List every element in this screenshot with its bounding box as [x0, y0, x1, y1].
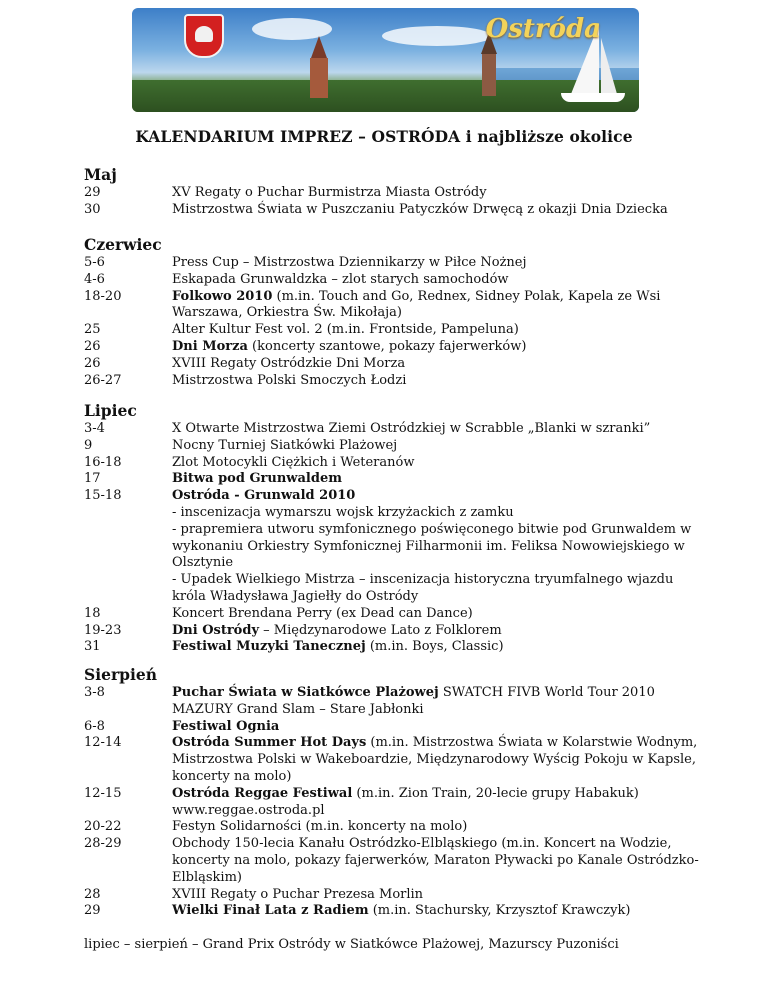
event-text: X Otwarte Mistrzostwa Ziemi Ostródzkiej w Scrabble „Blanki w szranki”: [172, 421, 651, 436]
event-date: 19-23: [84, 622, 122, 638]
event-text: Eskapada Grunwaldzka – zlot starych samochodów: [172, 271, 509, 287]
event-text: (m.in. Zion Train, 20-lecie grupy Habakuk) www.reggae.ostroda.pl: [172, 785, 639, 818]
event-description: [172, 903, 704, 920]
event-description: [172, 836, 704, 886]
event-row: [84, 735, 704, 785]
page-title: KALENDARIUM IMPREZ – OSTRÓDA i najbliższe okolice: [135, 127, 633, 146]
event-date: 6-8: [84, 718, 105, 734]
event-date: 9: [84, 437, 93, 453]
event-row: [84, 903, 704, 920]
event-date: [84, 505, 172, 522]
event-text: XVIII Regaty o Puchar Prezesa Morlin: [172, 886, 424, 902]
church-roof: [311, 36, 327, 58]
event-row: [84, 471, 704, 488]
event-name-bold: Bitwa pod Grunwaldem: [172, 471, 342, 487]
event-row: [84, 639, 704, 656]
event-row: [84, 623, 704, 640]
event-text: (m.in. Touch and Go, Rednex, Sidney Polak, Kapela ze Wsi Warszawa, Orkiestra Św. Mikołaja): [172, 288, 661, 321]
event-name-bold: Ostróda - Grunwald 2010: [172, 488, 356, 504]
event-row: [84, 505, 704, 522]
event-text: Koncert Brendana Perry (ex Dead can Dance): [172, 605, 473, 621]
event-name-bold: Wielki Finał Lata z Radiem: [172, 903, 369, 919]
event-description: [172, 322, 704, 339]
event-date: 28-29: [84, 836, 122, 852]
event-row: [84, 836, 704, 886]
month-section-maj: [84, 164, 704, 219]
event-row: [84, 786, 704, 820]
event-text: - prapremiera utworu symfonicznego poświęconego bitwie pod Grunwaldem w wykonaniu Orkiestry Symfonicznej Filharmonii im. Feliksa Nowowiejskiego w Olsztynie: [172, 521, 692, 571]
church-tower: [310, 58, 328, 98]
event-description: [172, 202, 704, 219]
event-description: [172, 373, 704, 390]
event-text: Nocny Turniej Siatkówki Plażowej: [172, 437, 398, 453]
event-date: [84, 572, 172, 606]
event-description: [172, 685, 704, 702]
event-description: [172, 522, 704, 572]
events-list: [84, 685, 704, 920]
boat-hull: [561, 93, 625, 102]
event-text: Festyn Solidarności (m.in. koncerty na molo): [172, 819, 468, 835]
event-description: [172, 639, 704, 656]
event-date: 29: [84, 185, 101, 200]
event-date: 25: [84, 322, 101, 338]
event-description: [172, 702, 704, 719]
sail-icon: [601, 38, 617, 94]
event-date: 3-8: [84, 685, 105, 700]
event-description: [172, 719, 704, 736]
event-date: 17: [84, 471, 101, 487]
event-date: 4-6: [84, 271, 105, 287]
event-row: [84, 572, 704, 606]
event-row: [84, 522, 704, 572]
month-heading: Czerwiec: [84, 235, 162, 254]
header-banner: [132, 8, 639, 112]
event-text: - inscenizacja wymarszu wojsk krzyżackich z zamku: [172, 504, 514, 520]
event-row: [84, 373, 704, 390]
event-text: (koncerty szantowe, pokazy fajerwerków): [247, 338, 527, 354]
event-description: [172, 455, 704, 472]
event-date: 20-22: [84, 819, 122, 835]
event-row: [84, 438, 704, 455]
event-description: [172, 185, 704, 202]
event-row: [84, 887, 704, 904]
event-date: 29: [84, 903, 101, 919]
event-date: 31: [84, 639, 101, 655]
event-date: 26-27: [84, 372, 122, 388]
event-row: [84, 339, 704, 356]
event-row: [84, 606, 704, 623]
event-row: [84, 322, 704, 339]
event-date: 12-14: [84, 735, 122, 751]
event-name-bold: Dni Morza: [172, 338, 248, 354]
event-description: [172, 786, 704, 820]
event-description: [172, 255, 704, 272]
event-date: 3-4: [84, 421, 105, 436]
event-row: [84, 488, 704, 505]
event-name-bold: Dni Ostródy: [172, 622, 260, 638]
coat-of-arms-icon: [184, 14, 224, 58]
event-text: XV Regaty o Puchar Burmistrza Miasta Ostródy: [172, 185, 487, 200]
event-description: [172, 606, 704, 623]
event-date: 18: [84, 605, 101, 621]
event-row: [84, 202, 704, 219]
events-list: [84, 421, 704, 656]
church-tower: [482, 54, 496, 96]
event-description: [172, 471, 704, 488]
event-date: 16-18: [84, 454, 122, 470]
brand-logo: Ostróda: [485, 14, 601, 44]
event-date: [84, 702, 172, 719]
event-row: [84, 421, 704, 438]
event-name-bold: Ostróda Reggae Festiwal: [172, 785, 353, 801]
event-date: 18-20: [84, 288, 122, 304]
event-description: [172, 505, 704, 522]
month-heading: Sierpień: [84, 665, 157, 684]
event-description: [172, 339, 704, 356]
event-text: (m.in. Stachursky, Krzysztof Krawczyk): [368, 903, 631, 919]
event-description: [172, 356, 704, 373]
event-description: [172, 272, 704, 289]
footer-note: lipiec – sierpień – Grand Prix Ostródy w Siatkówce Plażowej, Mazurscy Puzoniści: [84, 937, 619, 952]
event-text: Obchody 150-lecia Kanału Ostródzko-Elbląskiego (m.in. Koncert na Wodzie, koncerty na molo, pokazy fajerwerków, Maraton Pływacki po Kanale Ostródzko-Elbląskim): [172, 836, 699, 885]
event-text: MAZURY Grand Slam – Stare Jabłonki: [172, 701, 424, 717]
event-text: Zlot Motocykli Ciężkich i Weteranów: [172, 454, 415, 470]
event-date: 30: [84, 201, 101, 217]
event-description: [172, 623, 704, 640]
event-name-bold: Ostróda Summer Hot Days: [172, 735, 367, 751]
event-text: – Międzynarodowe Lato z Folklorem: [259, 622, 502, 638]
event-row: [84, 819, 704, 836]
event-description: [172, 289, 704, 323]
event-text: Mistrzostwa Świata w Puszczaniu Patyczków Drwęcą z okazji Dnia Dziecka: [172, 201, 668, 217]
event-description: [172, 488, 704, 505]
event-text: Press Cup – Mistrzostwa Dziennikarzy w Piłce Nożnej: [172, 255, 527, 270]
event-name-bold: Festiwal Muzyki Tanecznej: [172, 639, 366, 655]
event-date: 26: [84, 355, 101, 371]
event-description: [172, 735, 704, 785]
event-text: (m.in. Mistrzostwa Świata w Kolarstwie Wodnym, Mistrzostwa Polski w Wakeboardzie, Międzynarodowy Wyścig Pokoju w Kapsle, koncerty na molo): [172, 735, 698, 784]
event-row: [84, 685, 704, 702]
event-name-bold: Folkowo 2010: [172, 288, 273, 304]
event-description: [172, 572, 704, 606]
event-row: [84, 272, 704, 289]
event-name-bold: Festiwal Ognia: [172, 718, 280, 734]
month-heading: Lipiec: [84, 401, 137, 420]
month-section-czerwiec: [84, 234, 704, 389]
month-section-lipiec: [84, 400, 704, 656]
event-text: SWATCH FIVB World Tour 2010: [438, 685, 655, 700]
event-date: 5-6: [84, 255, 105, 270]
event-date: 28: [84, 886, 101, 902]
event-row: [84, 719, 704, 736]
event-date: 26: [84, 338, 101, 354]
events-list: [84, 185, 704, 219]
event-description: [172, 887, 704, 904]
cloud: [382, 26, 492, 46]
event-date: [84, 522, 172, 572]
event-description: [172, 438, 704, 455]
event-name-bold: Puchar Świata w Siatkówce Plażowej: [172, 685, 439, 700]
month-section-sierpien: [84, 664, 704, 920]
event-row: [84, 289, 704, 323]
event-text: - Upadek Wielkiego Mistrza – inscenizacja historyczna tryumfalnego wjazdu króla Władysława Jagiełły do Ostródy: [172, 572, 674, 604]
event-text: Alter Kultur Fest vol. 2 (m.in. Frontside, Pampeluna): [172, 322, 519, 338]
event-row: [84, 255, 704, 272]
event-row: [84, 185, 704, 202]
events-list: [84, 255, 704, 389]
event-text: (m.in. Boys, Classic): [365, 639, 504, 655]
event-text: Mistrzostwa Polski Smoczych Łodzi: [172, 372, 407, 388]
month-heading: Maj: [84, 165, 117, 184]
event-description: [172, 421, 704, 438]
event-date: 12-15: [84, 785, 122, 801]
event-row: [84, 702, 704, 719]
event-row: [84, 455, 704, 472]
event-date: 15-18: [84, 488, 122, 504]
event-text: XVIII Regaty Ostródzkie Dni Morza: [172, 355, 406, 371]
event-description: [172, 819, 704, 836]
event-row: [84, 356, 704, 373]
